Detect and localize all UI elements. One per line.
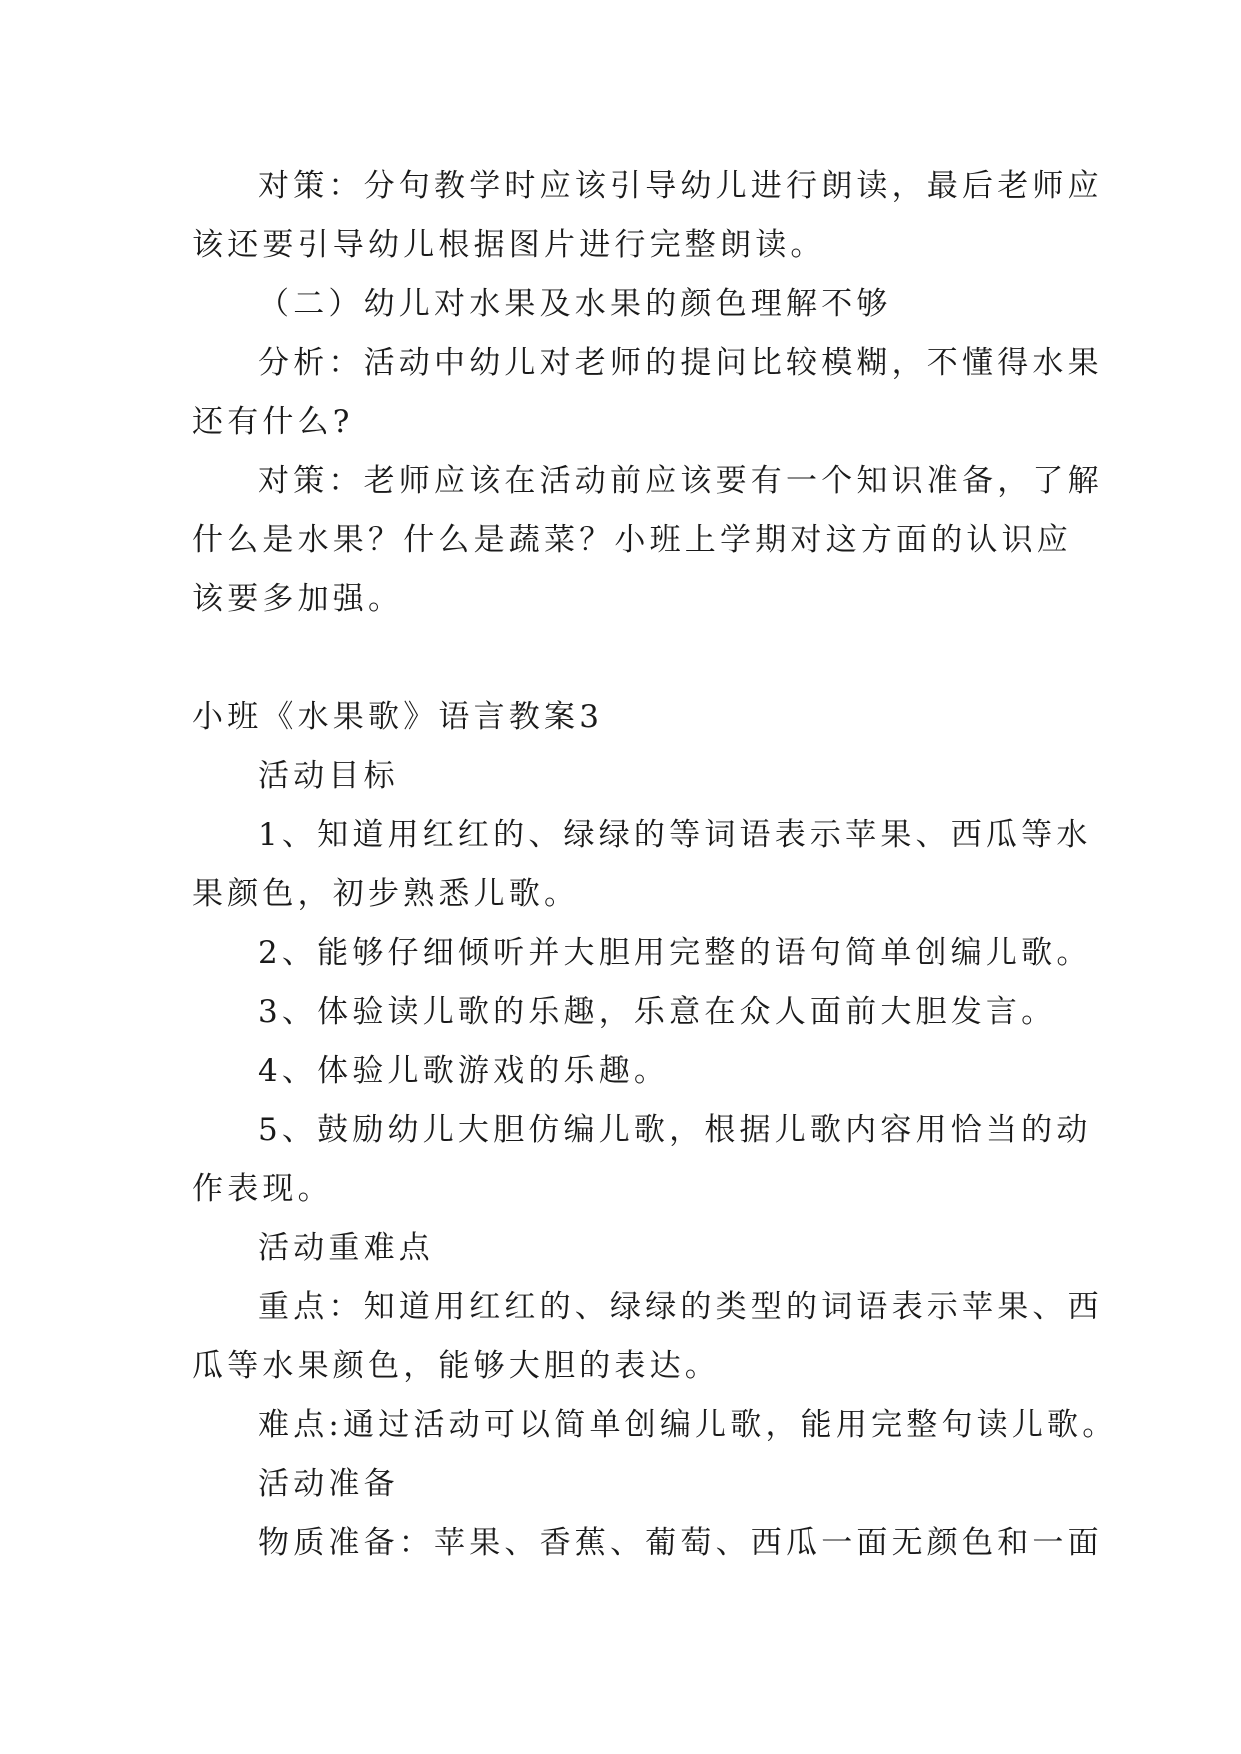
subheading: 活动目标 bbox=[258, 758, 399, 794]
paragraph-line: 还有什么? bbox=[192, 404, 354, 440]
paragraph-line: 物质准备：苹果、香蕉、葡萄、西瓜一面无颜色和一面 bbox=[258, 1525, 1103, 1561]
paragraph-line: 该还要引导幼儿根据图片进行完整朗读。 bbox=[192, 227, 826, 263]
subheading: 活动重难点 bbox=[258, 1230, 434, 1266]
paragraph-line: 对策：老师应该在活动前应该要有一个知识准备，了解 bbox=[258, 463, 1103, 499]
list-item: 1、知道用红红的、绿绿的等词语表示苹果、西瓜等水 bbox=[258, 817, 1092, 853]
list-item: 5、鼓励幼儿大胆仿编儿歌，根据儿歌内容用恰当的动 bbox=[258, 1112, 1092, 1148]
section-title: 小班《水果歌》语言教案3 bbox=[192, 699, 604, 735]
paragraph-line: 什么是水果？什么是蔬菜？小班上学期对这方面的认识应 bbox=[192, 522, 1072, 558]
list-item: 3、体验读儿歌的乐趣，乐意在众人面前大胆发言。 bbox=[258, 994, 1057, 1030]
list-item-continuation: 作表现。 bbox=[192, 1171, 333, 1207]
list-item: 4、体验儿歌游戏的乐趣。 bbox=[258, 1053, 670, 1089]
paragraph-line: 分析：活动中幼儿对老师的提问比较模糊，不懂得水果 bbox=[258, 345, 1103, 381]
subheading: （二）幼儿对水果及水果的颜色理解不够 bbox=[258, 286, 892, 322]
paragraph-line: 难点:通过活动可以简单创编儿歌，能用完整句读儿歌。 bbox=[258, 1407, 1118, 1443]
subheading: 活动准备 bbox=[258, 1466, 399, 1502]
list-item-continuation: 果颜色，初步熟悉儿歌。 bbox=[192, 876, 580, 912]
paragraph-line: 重点：知道用红红的、绿绿的类型的词语表示苹果、西 bbox=[258, 1289, 1103, 1325]
list-item: 2、能够仔细倾听并大胆用完整的语句简单创编儿歌。 bbox=[258, 935, 1092, 971]
paragraph-line: 该要多加强。 bbox=[192, 581, 404, 617]
paragraph-line: 瓜等水果颜色，能够大胆的表达。 bbox=[192, 1348, 720, 1384]
paragraph-line: 对策：分句教学时应该引导幼儿进行朗读，最后老师应 bbox=[258, 168, 1103, 204]
